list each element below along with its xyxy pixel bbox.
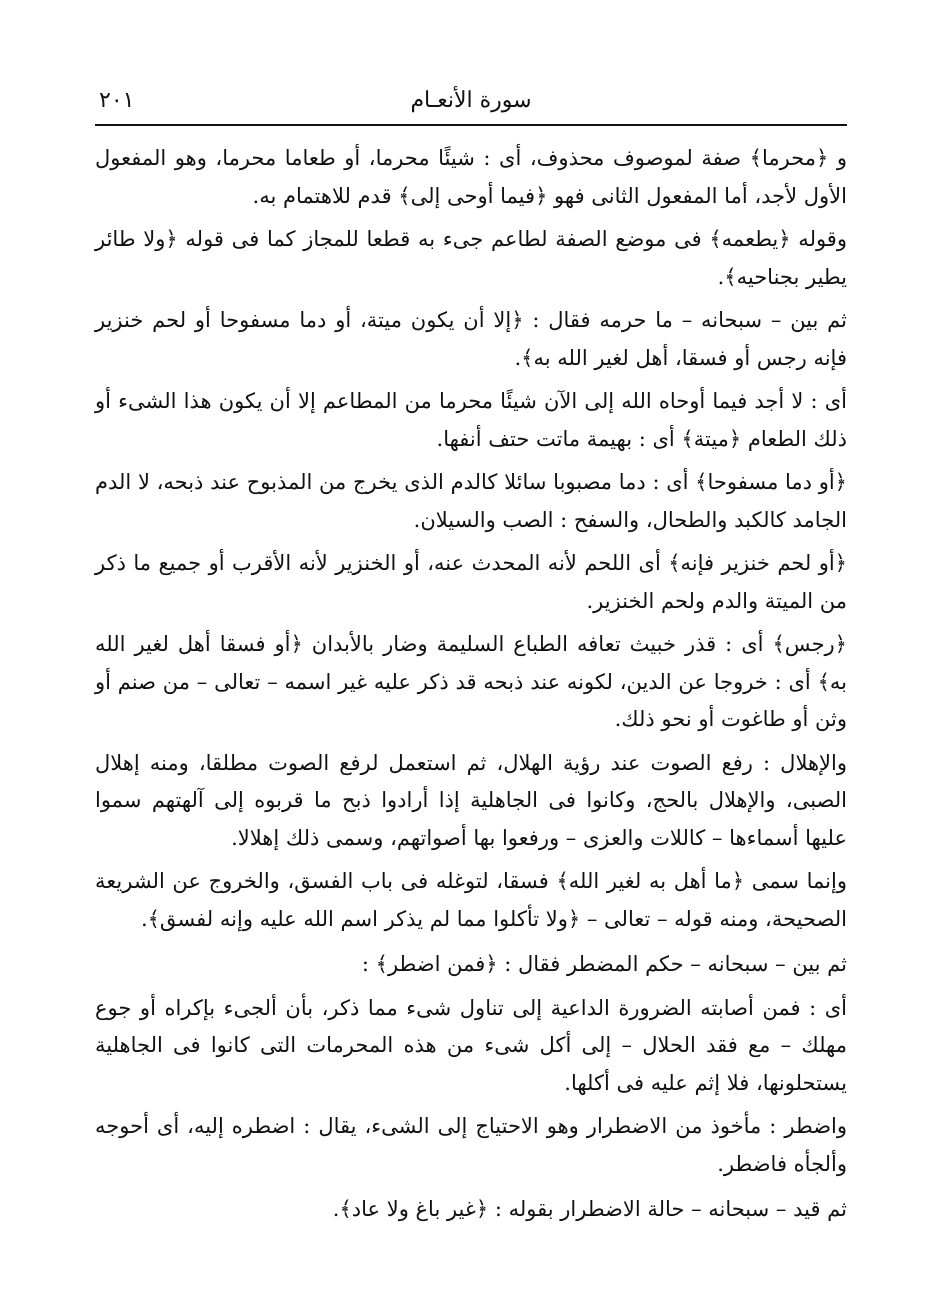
paragraph: ﴿أو دما مسفوحا﴾ أى : دما مصبوبا سائلا كالدم الذى يخرج من المذبوح عند ذبحه، لا الدم الجامد كالكبد والطحال، والسفح : الصب والسيلان. xyxy=(95,470,847,532)
paragraph: أى : لا أجد فيما أوحاه الله إلى الآن شيئًا محرما من المطاعم إلا أن يكون هذا الشىء أو ذلك الطعام ﴿ميتة﴾ أى : بهيمة ماتت حتف أنفها. xyxy=(95,389,847,451)
paragraph: و ﴿محرما﴾ صفة لموصوف محذوف، أى : شيئًا محرما، أو طعاما محرما، وهو المفعول الأول لأجد، أما المفعول الثانى فهو ﴿فيما أوحى إلى﴾ قدم للاهتمام به. xyxy=(95,146,847,208)
paragraph: والإهلال : رفع الصوت عند رؤية الهلال، ثم استعمل لرفع الصوت مطلقا، ومنه إهلال الصبى، والإهلال بالحج، وكانوا فى الجاهلية إذا أرادوا ذبح ما قربوه إلى آلهتهم سموا عليها أسماءها – كاللات والعزى – ورفعوا بها أصواتهم، وسمى ذلك إهلالا. xyxy=(95,750,847,850)
paragraph: ثم بين – سبحانه – حكم المضطر فقال : ﴿فمن اضطر﴾ : xyxy=(361,952,847,976)
page-number: ٢٠١ xyxy=(99,88,135,113)
paragraph: ﴿رجس﴾ أى : قذر خبيث تعافه الطباع السليمة وضار بالأبدان ﴿أو فسقا أهل لغير الله به﴾ أى : خروجا عن الدين، لكونه عند ذبحه قد ذكر عليه غير اسمه – تعالى – من صنم أو وثن أو طاغوت أو نحو ذلك. xyxy=(95,632,847,731)
surah-title: سورة الأنعـام xyxy=(410,88,532,113)
paragraph: وإنما سمى ﴿ما أهل به لغير الله﴾ فسقا، لتوغله فى باب الفسق، والخروج عن الشريعة الصحيحة، ومنه قوله – تعالى – ﴿ولا تأكلوا مما لم يذكر اسم الله عليه وإنه لفسق﴾. xyxy=(95,869,847,931)
running-header xyxy=(95,86,847,120)
paragraph: واضطر : مأخوذ من الاضطرار وهو الاحتياج إلى الشىء، يقال : اضطره إليه، أى أحوجه وألجأه فاضطر. xyxy=(95,1114,847,1176)
header-rule xyxy=(95,124,847,126)
paragraph: وقوله ﴿يطعمه﴾ فى موضع الصفة لطاعم جىء به قطعا للمجاز كما فى قوله ﴿ولا طائر يطير بجناحيه﴾. xyxy=(95,227,847,289)
paragraph: ثم قيد – سبحانه – حالة الاضطرار بقوله : ﴿غير باغ ولا عاد﴾. xyxy=(332,1197,847,1221)
page-body xyxy=(95,140,847,1235)
paragraph: ثم بين – سبحانه – ما حرمه فقال : ﴿إلا أن يكون ميتة، أو دما مسفوحا أو لحم خنزير فإنه رجس أو فسقا، أهل لغير الله به﴾. xyxy=(95,308,848,370)
paragraph: ﴿أو لحم خنزير فإنه﴾ أى اللحم لأنه المحدث عنه، أو الخنزير لأنه الأقرب أو جميع ما ذكر من الميتة والدم ولحم الخنزير. xyxy=(95,551,847,613)
paragraph: أى : فمن أصابته الضرورة الداعية إلى تناول شىء مما ذكر، بأن ألجىء بإكراه أو جوع مهلك – مع فقد الحلال – إلى أكل شىء من هذه المحرمات التى كانوا فى الجاهلية يستحلونها، فلا إثم عليه فى أكلها. xyxy=(95,995,847,1095)
